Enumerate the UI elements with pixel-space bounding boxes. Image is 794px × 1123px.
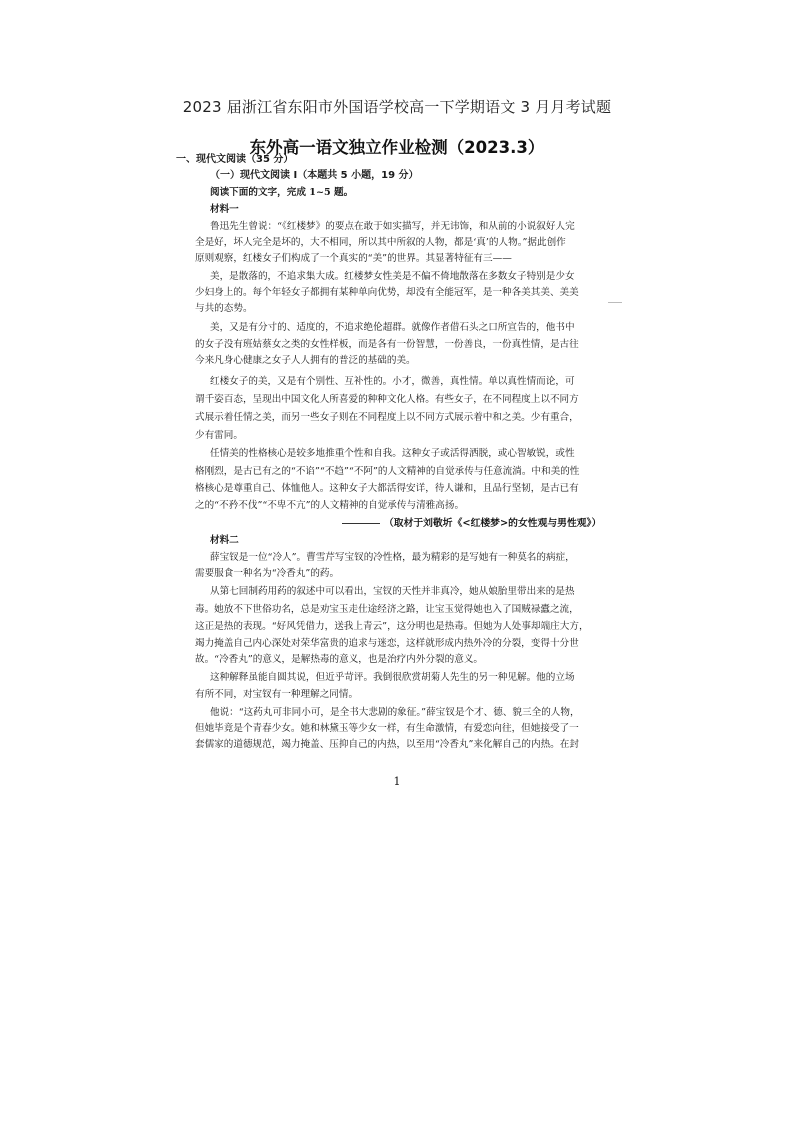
material-1-line: 与共的态势。	[195, 303, 253, 314]
material-1-source	[342, 515, 601, 529]
material-2-line: 这正是热的表现。“好风凭借力，送我上青云”，这分明也是热毒。但她为人处事却端庄大方，	[195, 621, 589, 632]
material-1-line: 格核心是尊重自己、体恤他人。这种女子大都活得安详，待人谦和，且品行坚韧，是古已有	[195, 483, 579, 494]
material-2-label: 材料二	[210, 535, 239, 546]
section-heading: 一、现代文阅读（35 分）	[176, 154, 294, 165]
material-2-line: 这种解释虽能自圆其说，但近乎苛评。我倒很欣赏胡菊人先生的另一种见解。他的立场	[210, 672, 575, 683]
material-2-line: 需要服食一种名为“冷香丸”的药。	[195, 568, 340, 579]
material-1-line: 红楼女子的美，又是有个别性、互补性的。小才，微善，真性情。单以真性情而论，可	[210, 376, 575, 387]
document-header-title: 2023 届浙江省东阳市外国语学校高一下学期语文 3 月月考试题	[182, 98, 612, 116]
material-1-line: 格刚烈，是古已有之的“不谄”“不趋”“不阿”的人文精神的自觉承传与任意流淌。中和美的性	[195, 466, 580, 477]
material-1-line: 美，又是有分寸的、适度的，不追求绝伦超群。就像作者借石头之口所宣告的，他书中	[210, 322, 575, 333]
material-1-line: 今来凡身心健康之女子人人拥有的普泛的基础的美。	[195, 355, 416, 366]
material-2-line: 从第七回制药用药的叙述中可以看出，宝钗的天性并非真冷，她从娘胎里带出来的是热	[210, 586, 575, 597]
material-2-line: 竭力掩盖自己内心深处对荣华富贵的追求与迷恋，这样就形成内热外冷的分裂，变得十分世	[195, 638, 579, 649]
material-1-label: 材料一	[210, 204, 239, 215]
material-2-line: 故。“冷香丸”的意义，是解热毒的意义，也是治疗内外分裂的意义。	[195, 654, 484, 665]
material-1-line: 少有雷同。	[195, 430, 243, 441]
material-1-line: 的女子没有班姑蔡女之类的女性样板，而是各有一份智慧，一份善良，一份真性情，是古往	[195, 339, 579, 350]
material-2-line: 他说：“这药丸可非同小可，是全书大悲剧的象征。”薛宝钗是个才、德、貌三全的人物，	[210, 707, 580, 718]
material-1-line: 任情美的性格核心是较多地推重个性和自我。这种女子或活得洒脱，或心智敏锐，或性	[210, 448, 575, 459]
reading-instruction: 阅读下面的文字，完成 1~5 题。	[210, 187, 354, 198]
material-1-line: 全是好，坏人完全是坏的，大不相同，所以其中所叙的人物，都是‘真’的人物。”据此创作	[195, 237, 566, 248]
material-2-line: 毒。她放不下世俗功名，总是劝宝玉走仕途经济之路，让宝玉觉得她也入了国贼禄蠹之流，	[195, 604, 579, 615]
material-1-line: 之的“不矜不伐”“不卑不亢”的人文精神的自觉承传与清雅高扬。	[195, 500, 465, 511]
material-1-line: 原则观察，红楼女子们构成了一个真实的“美”的世界。其显著特征有三——	[195, 253, 512, 264]
material-2-line: 有所不同，对宝钗有一种理解之同情。	[195, 689, 359, 700]
material-2-line: 薛宝钗是一位“冷人”。曹雪芹写宝钗的冷性格，最为精彩的是写她有一种莫名的病症，	[210, 552, 575, 563]
material-1-line: 少妇身上的。每个年轻女子都拥有某种单向优势，却没有全能冠军，是一种各美其美、美美	[195, 287, 579, 298]
material-2-line: 套儒家的道德规范，竭力掩盖、压抑自己的内热，以至用“冷香丸”来化解自己的内热。在封	[195, 739, 579, 750]
source-dash	[342, 523, 380, 524]
material-1-line: 式展示着任情之美，而另一些女子则在不同程度上以不同方式展示着中和之美。少有重合，	[195, 412, 579, 423]
exam-title: 东外高一语文独立作业检测（2023.3）	[249, 138, 545, 157]
page-number: 1	[393, 775, 401, 788]
material-1-line: 谓千姿百态，呈现出中国文化人所喜爱的种种文化人格。有些女子，在不同程度上以不同方	[195, 394, 579, 405]
material-1-line: 美，是散落的，不追求集大成。红楼梦女性美是不偏不倚地散落在多数女子特别是少女	[210, 271, 575, 282]
scan-artifact-mark	[608, 302, 622, 303]
subsection-heading: （一）现代文阅读 I（本题共 5 小题，19 分）	[210, 170, 419, 181]
source-text: （取材于刘敬圻《<红楼梦>的女性观与男性观》）	[384, 518, 602, 529]
material-2-line: 但她毕竟是个青春少女。她和林黛玉等少女一样，有生命激情，有爱恋向往，但她接受了一	[195, 723, 579, 734]
material-1-line: 鲁迅先生曾说：“《红楼梦》的要点在敢于如实描写，并无讳饰，和从前的小说叙好人完	[210, 221, 575, 232]
